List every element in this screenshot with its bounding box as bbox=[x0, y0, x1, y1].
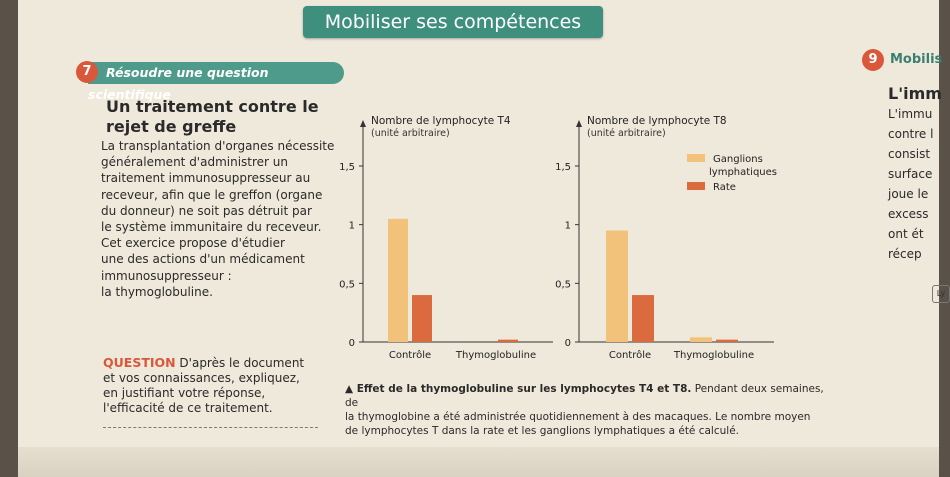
cutoff-line: L'immu bbox=[888, 107, 933, 121]
cutoff-line: joue le bbox=[888, 187, 929, 201]
intro-line: immunosuppresseur : bbox=[101, 268, 232, 283]
bar-rate bbox=[498, 340, 518, 342]
cutoff-line: contre l bbox=[888, 127, 934, 141]
x-category-label: Thymoglobuline bbox=[455, 350, 537, 361]
question-line: D'après le document bbox=[179, 356, 305, 370]
bar-rate bbox=[632, 295, 654, 342]
cutoff-line: surface bbox=[888, 167, 933, 181]
x-category-label: Contrôle bbox=[388, 350, 432, 361]
legend-swatch-ganglions bbox=[687, 154, 705, 162]
y-tick-label: 0,5 bbox=[555, 279, 571, 291]
caption-title: ▲ Effet de la thymoglobuline sur les lymphocytes T4 et T8. bbox=[345, 383, 692, 395]
heading-line-1: Un traitement contre le bbox=[106, 97, 319, 116]
intro-line: généralement d'administrer un bbox=[101, 155, 289, 170]
caption-line: la thymoglobine a été administrée quotidiennement à des macaques. Le nombre moyen bbox=[345, 411, 811, 423]
cutoff-line: ont ét bbox=[888, 227, 924, 241]
intro-line: receveur, afin que le greffon (organe bbox=[101, 187, 323, 202]
exercise-7-number: 7 bbox=[76, 61, 98, 83]
y-tick-label: 1 bbox=[348, 220, 355, 232]
cutoff-line: excess bbox=[888, 207, 929, 221]
lymphocyte-charts bbox=[18, 0, 939, 477]
intro-line: le système immunitaire du receveur. bbox=[101, 220, 322, 235]
legend-label-rate: Rate bbox=[713, 182, 736, 193]
bar-rate bbox=[716, 340, 738, 342]
bar-rate bbox=[412, 295, 432, 342]
cutoff-label: Ly bbox=[932, 285, 950, 303]
legend-label-ganglions-2: lymphatiques bbox=[709, 167, 777, 178]
intro-line: la thymoglobuline. bbox=[101, 284, 213, 299]
bar-ganglions bbox=[388, 219, 408, 342]
exercise-9-number: 9 bbox=[862, 49, 884, 71]
caption-line: de lymphocytes T dans la rate et les ganglions lymphatiques a été calculé. bbox=[345, 425, 739, 437]
bar-ganglions bbox=[690, 337, 712, 342]
y-tick-label: 1 bbox=[564, 220, 571, 232]
cutoff-line: consist bbox=[888, 147, 931, 161]
x-category-label: Thymoglobuline bbox=[673, 350, 755, 361]
legend-label-ganglions: Ganglions bbox=[713, 154, 763, 165]
cutoff-line: récep bbox=[888, 247, 922, 261]
chart-subtitle: (unité arbitraire) bbox=[371, 128, 450, 139]
y-tick-label: 1,5 bbox=[339, 162, 355, 173]
exercise-9-title-text: Mobilis bbox=[890, 52, 943, 67]
section-banner: Mobiliser ses compétences bbox=[303, 6, 603, 38]
question-label: QUESTION bbox=[103, 355, 176, 370]
y-tick-label: 0,5 bbox=[339, 279, 355, 291]
question-line: l'efficacité de ce traitement. bbox=[103, 401, 273, 415]
x-category-label: Contrôle bbox=[608, 350, 652, 361]
question-line: et vos connaissances, expliquez, bbox=[103, 371, 300, 385]
intro-line: du donneur) ne soit pas détruit par bbox=[101, 203, 312, 218]
y-axis-arrow bbox=[576, 120, 582, 127]
chart-title: Nombre de lymphocyte T8 bbox=[587, 115, 727, 127]
caption-line: Pendant deux semaines, de bbox=[345, 383, 824, 409]
y-tick-label: 0 bbox=[564, 338, 571, 349]
legend-swatch-rate bbox=[687, 182, 705, 190]
exercise-7-title: Résoudre une question scientifique bbox=[88, 65, 269, 102]
chart-subtitle: (unité arbitraire) bbox=[587, 128, 666, 139]
intro-line: La transplantation d'organes nécessite bbox=[101, 139, 335, 153]
intro-line: une des actions d'un médicament bbox=[101, 252, 305, 267]
y-tick-label: 0 bbox=[348, 338, 355, 349]
intro-line: traitement immunosuppresseur au bbox=[101, 171, 311, 186]
intro-line: Cet exercice propose d'étudier bbox=[101, 236, 285, 251]
question-line: en justifiant votre réponse, bbox=[103, 386, 266, 400]
heading-line-2: rejet de greffe bbox=[106, 117, 237, 136]
cutoff-heading: L'imm bbox=[888, 84, 942, 103]
bar-ganglions bbox=[606, 231, 628, 342]
chart-title: Nombre de lymphocyte T4 bbox=[371, 115, 511, 127]
textbook-page bbox=[18, 0, 946, 477]
y-axis-arrow bbox=[360, 120, 366, 127]
y-tick-label: 1,5 bbox=[555, 162, 571, 173]
